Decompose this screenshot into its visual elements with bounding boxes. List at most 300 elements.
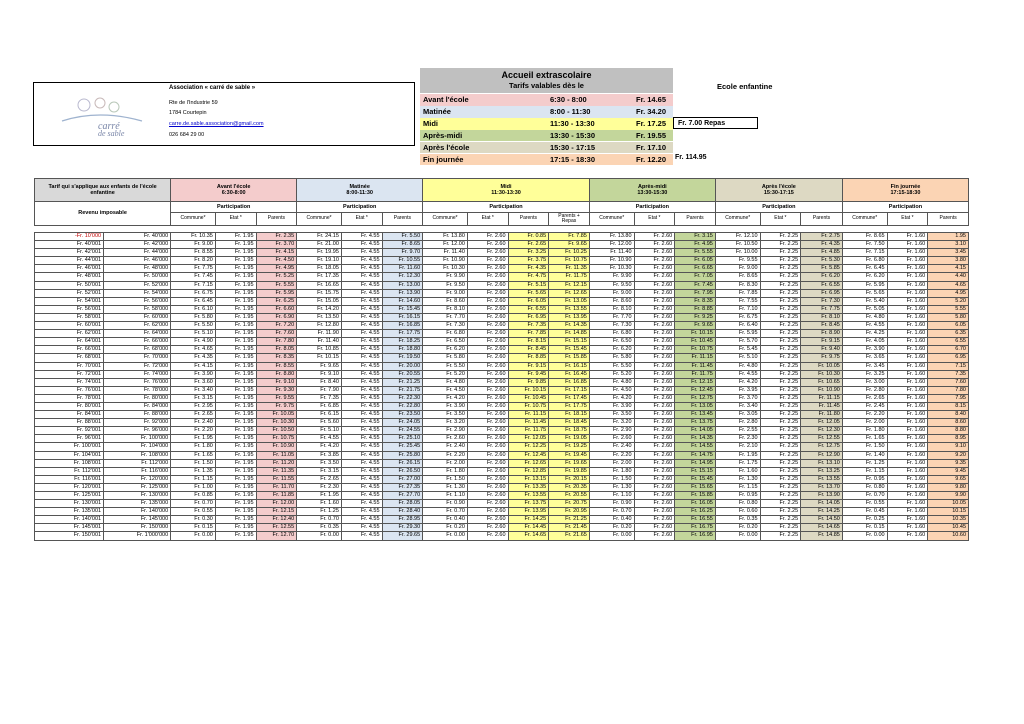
fee-cell: Fr. 5.10 [297, 427, 342, 435]
fee-cell: Fr. 2.20 [842, 411, 887, 419]
fee-cell: Fr. 15.65 [675, 483, 716, 491]
fee-cell: Fr. 6.75 [171, 289, 216, 297]
fee-cell: Fr. 3.45 [842, 362, 887, 370]
fee-cell: Fr. 1.95 [215, 289, 256, 297]
fee-cell: Fr. 1.65 [171, 451, 216, 459]
fee-cell: Fr. 2.60 [467, 402, 508, 410]
fee-cell: Fr. 22.30 [382, 394, 423, 402]
column-header: Parents [256, 213, 297, 226]
fee-cell: Fr. 1.95 [215, 451, 256, 459]
fee-cell: Fr. 5.10 [715, 354, 760, 362]
income-cell: Fr. 135'000 [104, 500, 171, 508]
fee-cell: Fr. 4.55 [341, 370, 382, 378]
fee-cell: Fr. 7.35 [297, 394, 342, 402]
fee-cell: Fr. 1.95 [215, 500, 256, 508]
fee-cell: Fr. 2.60 [467, 273, 508, 281]
fee-cell: Fr. 4.55 [341, 443, 382, 451]
fee-cell: Fr. 1.95 [215, 435, 256, 443]
fee-cell: Fr. 2.60 [467, 435, 508, 443]
fee-cell: Fr. 21.65 [549, 532, 590, 540]
fee-cell: Fr. 6.20 [842, 273, 887, 281]
fee-cell: Fr. 9.10 [297, 370, 342, 378]
block-header [423, 179, 590, 202]
income-cell: Fr. 130'001 [35, 500, 104, 508]
fee-cell: Fr. 2.90 [589, 427, 634, 435]
fee-cell: Fr. 15.05 [297, 297, 342, 305]
fee-cell: Fr. 12.30 [801, 427, 843, 435]
column-header: Parents [508, 213, 549, 226]
fee-cell: Fr. 3.25 [842, 370, 887, 378]
fee-cell: Fr. 6.45 [171, 297, 216, 305]
fee-cell: Fr. 1.60 [887, 451, 928, 459]
fee-cell: Fr. 1.60 [887, 532, 928, 540]
fee-cell: Fr. 1.25 [297, 508, 342, 516]
fee-cell: Fr. 2.60 [467, 516, 508, 524]
fee-cell: Fr. 1.95 [215, 322, 256, 330]
fee-cell: Fr. 16.85 [549, 378, 590, 386]
fee-cell: Fr. 17.15 [549, 386, 590, 394]
fee-cell: Fr. 5.55 [675, 249, 716, 257]
fee-cell: Fr. 2.60 [467, 508, 508, 516]
participation-label: Participation [423, 202, 590, 213]
block-time: 17:15-18:30 [890, 190, 921, 196]
fee-cell: Fr. 1.95 [215, 419, 256, 427]
fee-cell: Fr. 27.70 [382, 492, 423, 500]
fee-cell: Fr. 2.35 [256, 233, 297, 241]
fee-cell: Fr. 1.60 [715, 467, 760, 475]
fee-cell: Fr. 2.00 [842, 419, 887, 427]
fee-cell: Fr. 7.15 [842, 249, 887, 257]
fee-cell: Fr. 13.05 [549, 297, 590, 305]
fee-cell: Fr. 2.60 [634, 483, 675, 491]
fee-cell: Fr. 28.95 [382, 516, 423, 524]
tariff-row-name: Matinée [423, 106, 451, 116]
fee-cell: Fr. 10.15 [508, 386, 549, 394]
fee-cell: Fr. 2.60 [634, 402, 675, 410]
fee-cell: Fr. 16.05 [675, 500, 716, 508]
fee-cell: Fr. 0.70 [171, 500, 216, 508]
fee-cell: Fr. 13.15 [508, 475, 549, 483]
fee-cell: Fr. 21.45 [549, 524, 590, 532]
fee-cell: Fr. 0.70 [589, 508, 634, 516]
fee-cell: Fr. 2.60 [467, 330, 508, 338]
table-row [35, 492, 969, 500]
fee-cell: Fr. 2.40 [171, 419, 216, 427]
fee-cell: 8.15 [928, 402, 969, 410]
fee-cell: Fr. 1.95 [215, 443, 256, 451]
income-cell: Fr. 96'000 [104, 427, 171, 435]
fee-cell: Fr. 0.00 [171, 532, 216, 540]
tariff-row-time: 6:30 - 8:00 [550, 95, 587, 104]
fee-cell: Fr. 10.90 [423, 257, 468, 265]
table-row [35, 500, 969, 508]
fee-cell: Fr. 0.20 [423, 524, 468, 532]
income-cell: Fr. 145'001 [35, 524, 104, 532]
fee-cell: Fr. 2.65 [508, 241, 549, 249]
table-corner-label: Tarif qui s'applique aux enfants de l'école enfantine [35, 179, 171, 202]
fee-cell: Fr. 20.55 [549, 492, 590, 500]
fee-cell: Fr. 2.25 [760, 265, 801, 273]
table-row [35, 394, 969, 402]
fee-cell: Fr. 1.60 [887, 492, 928, 500]
fee-cell: Fr. 12.05 [508, 435, 549, 443]
fee-cell: Fr. 20.00 [382, 362, 423, 370]
fee-cell: Fr. 5.95 [256, 289, 297, 297]
fee-cell: Fr. 17.75 [382, 330, 423, 338]
block-time: 11:30-13:30 [491, 190, 521, 196]
fee-cell: Fr. 14.05 [675, 427, 716, 435]
fee-cell: Fr. 2.60 [467, 354, 508, 362]
fee-cell: Fr. 0.15 [842, 524, 887, 532]
fee-cell: Fr. 1.15 [715, 483, 760, 491]
fee-cell: Fr. 13.10 [801, 459, 843, 467]
fee-cell: 9.65 [928, 475, 969, 483]
income-cell: Fr. 140'000 [104, 508, 171, 516]
fee-cell: Fr. 11.40 [589, 249, 634, 257]
fee-cell: Fr. 7.60 [256, 330, 297, 338]
fee-cell: Fr. 7.85 [549, 233, 590, 241]
fee-cell: Fr. 5.50 [423, 362, 468, 370]
table-row [35, 516, 969, 524]
fee-cell: Fr. 8.40 [297, 378, 342, 386]
income-cell: Fr. 58'001 [35, 313, 104, 321]
table-row [35, 427, 969, 435]
fee-cell: Fr. 11.45 [508, 419, 549, 427]
fee-cell: Fr. 2.60 [634, 411, 675, 419]
tariff-title: Accueil extrascolaire [501, 70, 592, 80]
fee-cell: Fr. 3.20 [423, 419, 468, 427]
fee-cell: Fr. 8.05 [256, 346, 297, 354]
column-header: Commune* [171, 213, 216, 226]
income-cell: Fr. 44'000 [104, 249, 171, 257]
fee-cell: Fr. 23.50 [382, 411, 423, 419]
fee-cell: Fr. 0.00 [589, 532, 634, 540]
fee-cell: Fr. 2.60 [467, 297, 508, 305]
block-name: Midi [500, 183, 512, 190]
fee-cell: Fr. 1.95 [215, 524, 256, 532]
income-cell: Fr. 58'000 [104, 305, 171, 313]
fee-cell: Fr. 1.60 [887, 508, 928, 516]
income-cell: Fr. 70'000 [104, 354, 171, 362]
income-cell: Fr. 76'000 [104, 378, 171, 386]
income-cell: Fr. 40'001 [35, 241, 104, 249]
fee-cell: Fr. 5.85 [801, 265, 843, 273]
fee-cell: Fr. 2.25 [760, 435, 801, 443]
fee-cell: Fr. 12.15 [256, 508, 297, 516]
fee-cell: Fr. 1.95 [215, 516, 256, 524]
fee-cell: Fr. 2.25 [760, 313, 801, 321]
tariff-row-time: 13:30 - 15:30 [550, 130, 596, 140]
fee-cell: Fr. 0.40 [423, 516, 468, 524]
block-time: 13:30-15:30 [637, 190, 668, 196]
fee-cell: Fr. 2.30 [715, 435, 760, 443]
association-phone: 026 684 29 00 [169, 132, 205, 138]
fee-cell: Fr. 4.55 [341, 492, 382, 500]
fee-cell: Fr. 16.95 [675, 532, 716, 540]
fee-cell: 7.15 [928, 362, 969, 370]
participation-label: Participation [842, 202, 968, 213]
fee-cell: Fr. 9.00 [715, 265, 760, 273]
fee-cell: Fr. 20.15 [549, 475, 590, 483]
fee-cell: Fr. 1.60 [887, 411, 928, 419]
column-header: Etat * [887, 213, 928, 226]
fee-cell: Fr. 9.75 [801, 354, 843, 362]
table-row [35, 435, 969, 443]
association-email-link[interactable]: carre.de.sable.association@gmail.com [169, 121, 264, 127]
fee-cell: Fr. 14.25 [801, 508, 843, 516]
fee-cell: Fr. 12.65 [508, 459, 549, 467]
fee-cell: 8.95 [928, 435, 969, 443]
fee-cell: Fr. 3.40 [171, 386, 216, 394]
fee-cell: Fr. 0.20 [715, 524, 760, 532]
fee-cell: Fr. 6.90 [256, 313, 297, 321]
table-header-row [35, 202, 969, 213]
income-cell: Fr. 70'001 [35, 362, 104, 370]
fee-cell: Fr. 10.25 [549, 249, 590, 257]
fee-cell: Fr. 2.60 [423, 435, 468, 443]
tariff-row-price: Fr. 12.20 [636, 154, 667, 164]
income-cell: Fr. 62'000 [104, 322, 171, 330]
fee-cell: Fr. 12.70 [256, 532, 297, 540]
fee-cell: Fr. 1.60 [887, 346, 928, 354]
table-row [35, 443, 969, 451]
fee-cell: Fr. 6.40 [715, 322, 760, 330]
income-cell: Fr. 125'000 [104, 483, 171, 491]
fee-cell: Fr. 5.05 [842, 305, 887, 313]
fee-cell: Fr. 2.60 [634, 378, 675, 386]
fee-cell: Fr. 2.60 [634, 459, 675, 467]
fee-cell: Fr. 1.60 [887, 362, 928, 370]
table-row [35, 330, 969, 338]
fee-cell: Fr. 10.75 [675, 346, 716, 354]
tariff-header [420, 68, 673, 93]
fee-cell: Fr. 4.55 [341, 451, 382, 459]
fee-cell: Fr. 25.10 [382, 435, 423, 443]
fee-cell: 8.80 [928, 427, 969, 435]
fee-cell: Fr. 11.05 [256, 451, 297, 459]
fee-cell: Fr. 4.55 [341, 394, 382, 402]
fee-cell: Fr. 2.25 [760, 386, 801, 394]
income-cell: Fr. 88'000 [104, 411, 171, 419]
fee-cell: Fr. 0.00 [715, 532, 760, 540]
fee-cell: Fr. 0.60 [715, 508, 760, 516]
fee-cell: Fr. 10.30 [589, 265, 634, 273]
fee-cell: Fr. 2.25 [760, 516, 801, 524]
fee-cell: Fr. 16.45 [549, 370, 590, 378]
fee-cell: Fr. 26.15 [382, 459, 423, 467]
fee-cell: Fr. 13.90 [382, 289, 423, 297]
tariff-row-name: Après l'école [423, 142, 470, 152]
fee-cell: Fr. 1.60 [887, 305, 928, 313]
tariff-row-price: Fr. 17.10 [636, 142, 667, 152]
fee-cell: Fr. 2.60 [467, 427, 508, 435]
fee-cell: Fr. 2.00 [423, 459, 468, 467]
fee-cell: Fr. 14.85 [801, 532, 843, 540]
fee-cell: Fr. 4.55 [341, 402, 382, 410]
fee-cell: Fr. 11.20 [256, 459, 297, 467]
tariff-row [420, 94, 673, 106]
fee-cell: Fr. 2.30 [297, 483, 342, 491]
fee-cell: Fr. 1.60 [887, 313, 928, 321]
fee-cell: 9.35 [928, 459, 969, 467]
income-cell: Fr. 145'000 [104, 516, 171, 524]
fee-cell: Fr. 1.80 [171, 443, 216, 451]
fee-cell: Fr. 15.15 [549, 338, 590, 346]
fee-cell: Fr. 2.20 [589, 451, 634, 459]
fee-cell: Fr. 12.90 [801, 451, 843, 459]
fee-cell: Fr. 9.15 [801, 338, 843, 346]
fee-cell: Fr. 5.55 [256, 281, 297, 289]
fee-cell: Fr. 24.15 [297, 233, 342, 241]
fee-cell: Fr. 6.50 [589, 338, 634, 346]
fee-cell: Fr. 25.80 [382, 451, 423, 459]
fee-cell: Fr. 8.10 [589, 305, 634, 313]
block-header [171, 179, 297, 202]
block-name: Après l'école [761, 183, 796, 190]
income-cell: Fr. 52'001 [35, 289, 104, 297]
table-row [35, 233, 969, 241]
fee-cell: Fr. 1.95 [215, 265, 256, 273]
table-header-row [35, 179, 969, 202]
fee-cell: Fr. 4.20 [715, 378, 760, 386]
fee-cell: Fr. 10.65 [801, 378, 843, 386]
tariff-table [34, 178, 969, 541]
fee-cell: Fr. 18.45 [549, 419, 590, 427]
fee-cell: Fr. 6.50 [423, 338, 468, 346]
fee-cell: Fr. 12.55 [256, 524, 297, 532]
table-row [35, 354, 969, 362]
fee-cell: Fr. 6.05 [508, 297, 549, 305]
fee-cell: Fr. 1.60 [887, 467, 928, 475]
fee-cell: Fr. 9.55 [715, 257, 760, 265]
fee-cell: Fr. 2.60 [634, 386, 675, 394]
fee-cell: Fr. 14.35 [675, 435, 716, 443]
fee-cell: Fr. 4.55 [341, 435, 382, 443]
fee-cell: Fr. 7.30 [589, 322, 634, 330]
fee-cell: Fr. 24.05 [382, 419, 423, 427]
fee-cell: 7.35 [928, 370, 969, 378]
fee-cell: Fr. 1.80 [589, 467, 634, 475]
fee-cell: Fr. 2.25 [760, 330, 801, 338]
fee-cell: Fr. 2.60 [634, 289, 675, 297]
fee-cell: Fr. 11.75 [549, 273, 590, 281]
fee-cell: Fr. 4.55 [341, 322, 382, 330]
fee-cell: 10.15 [928, 508, 969, 516]
fee-cell: Fr. 2.25 [760, 378, 801, 386]
fee-cell: Fr. 13.55 [508, 492, 549, 500]
income-cell: Fr. 40'000 [104, 233, 171, 241]
fee-cell: Fr. 7.50 [842, 241, 887, 249]
fee-cell: Fr. 2.60 [634, 346, 675, 354]
block-name: Avant l'école [216, 183, 251, 190]
fee-cell: Fr. 14.35 [549, 322, 590, 330]
income-cell: Fr. 62'001 [35, 330, 104, 338]
fee-cell: Fr. 1.60 [887, 483, 928, 491]
fee-cell: Fr. 11.45 [675, 362, 716, 370]
fee-cell: Fr. 1.95 [215, 427, 256, 435]
fee-cell: Fr. 16.15 [549, 362, 590, 370]
block-time: 15:30-17:15 [763, 190, 794, 196]
fee-cell: 6.05 [928, 322, 969, 330]
fee-cell: Fr. 4.35 [508, 265, 549, 273]
fee-cell: Fr. 4.20 [589, 394, 634, 402]
fee-cell: Fr. 3.50 [589, 411, 634, 419]
fee-cell: Fr. 0.00 [423, 532, 468, 540]
fee-cell: Fr. 5.50 [589, 362, 634, 370]
fee-cell: Fr. 27.00 [382, 475, 423, 483]
fee-cell: Fr. 0.55 [842, 500, 887, 508]
fee-cell: Fr. 1.60 [887, 241, 928, 249]
fee-cell: Fr. 2.25 [760, 362, 801, 370]
fee-cell: Fr. 0.45 [842, 508, 887, 516]
fee-cell: Fr. 7.55 [715, 297, 760, 305]
fee-cell: Fr. 12.85 [508, 467, 549, 475]
fee-cell: Fr. 1.60 [887, 378, 928, 386]
fee-cell: Fr. 1.95 [215, 241, 256, 249]
fee-cell: Fr. 10.30 [423, 265, 468, 273]
fee-cell: Fr. 11.75 [508, 427, 549, 435]
fee-cell: Fr. 0.35 [715, 516, 760, 524]
fee-cell: Fr. 2.25 [760, 483, 801, 491]
table-row [35, 467, 969, 475]
table-row [35, 249, 969, 257]
tariff-row-time: 17:15 - 18:30 [550, 154, 596, 164]
income-cell: Fr. 112'001 [35, 467, 104, 475]
fee-cell: Fr. 2.25 [760, 273, 801, 281]
fee-cell: Fr. 2.25 [760, 443, 801, 451]
income-cell: Fr. 130'000 [104, 492, 171, 500]
fee-cell: Fr. 12.00 [423, 241, 468, 249]
fee-cell: Fr. 9.45 [508, 370, 549, 378]
fee-cell: Fr. 4.55 [341, 532, 382, 540]
fee-cell: Fr. 16.55 [675, 516, 716, 524]
fee-cell: Fr. 12.55 [801, 435, 843, 443]
fee-cell: Fr. 14.50 [801, 516, 843, 524]
fee-cell: Fr. 10.75 [508, 402, 549, 410]
fee-cell: Fr. 13.80 [589, 233, 634, 241]
fee-cell: Fr. 13.75 [508, 500, 549, 508]
fee-cell: Fr. 10.50 [715, 241, 760, 249]
income-cell: Fr. 56'000 [104, 297, 171, 305]
fee-cell: Fr. 9.65 [297, 362, 342, 370]
column-header: Commune* [297, 213, 342, 226]
fee-cell: Fr. 4.55 [341, 516, 382, 524]
fee-cell: Fr. 1.95 [215, 483, 256, 491]
fee-cell: Fr. 8.30 [715, 281, 760, 289]
table-row [35, 322, 969, 330]
fee-cell: 9.20 [928, 451, 969, 459]
fee-cell: Fr. 3.15 [675, 233, 716, 241]
fee-cell: Fr. 14.85 [549, 330, 590, 338]
fee-cell: Fr. 4.50 [423, 386, 468, 394]
fee-cell: Fr. 8.65 [382, 241, 423, 249]
fee-cell: Fr. 19.45 [549, 451, 590, 459]
fee-cell: Fr. 2.60 [467, 362, 508, 370]
fee-cell: Fr. 10.05 [801, 362, 843, 370]
fee-cell: Fr. 0.15 [171, 524, 216, 532]
fee-cell: Fr. 1.60 [887, 338, 928, 346]
fee-cell: Fr. 3.90 [589, 402, 634, 410]
fee-cell: Fr. 1.60 [887, 524, 928, 532]
tariff-row [420, 130, 673, 142]
fee-cell: Fr. 4.55 [341, 338, 382, 346]
fee-cell: Fr. 1.95 [215, 313, 256, 321]
fee-cell: Fr. 1.50 [171, 459, 216, 467]
income-cell: Fr. 66'001 [35, 346, 104, 354]
fee-cell: Fr. 6.80 [423, 330, 468, 338]
fee-cell: Fr. 8.85 [508, 354, 549, 362]
fee-cell: Fr. 4.55 [341, 265, 382, 273]
